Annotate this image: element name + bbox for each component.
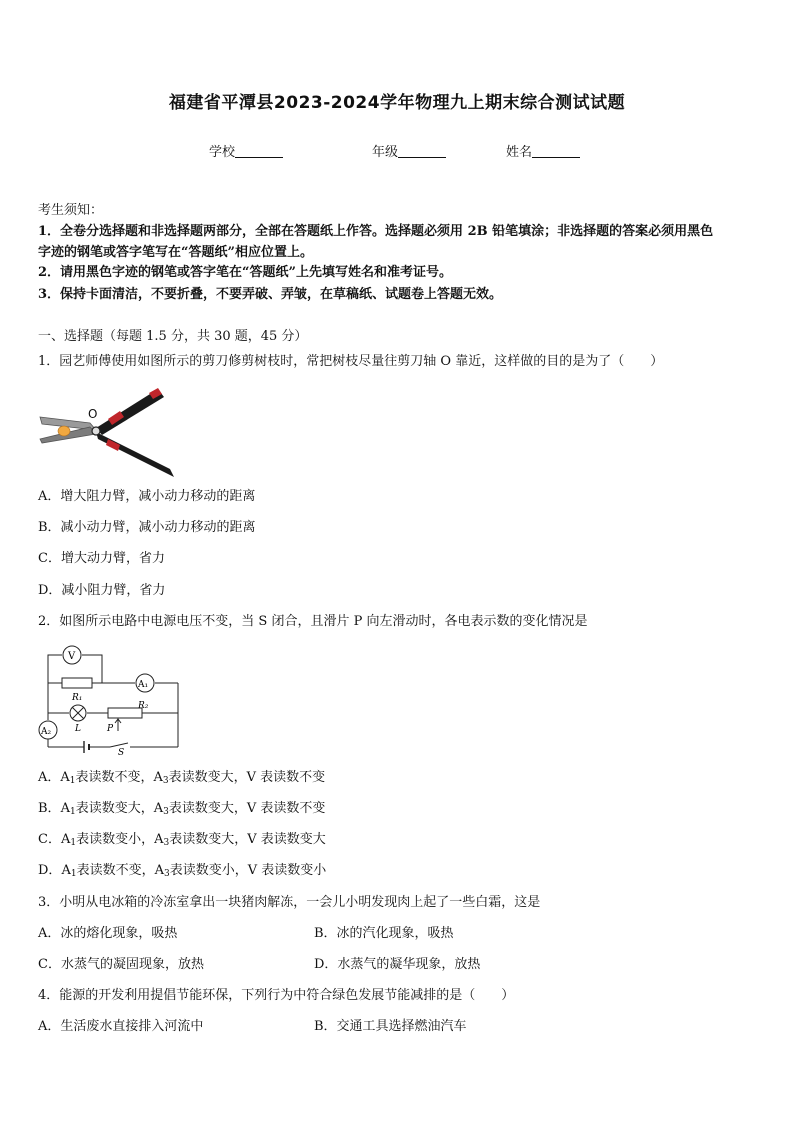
ammeter-a2-label: A₂ bbox=[41, 727, 52, 737]
name-label: 姓名 bbox=[506, 145, 533, 160]
q2-option-b[interactable] bbox=[38, 800, 325, 821]
name-field bbox=[506, 141, 580, 160]
meter-subscript: 3 bbox=[163, 869, 170, 879]
notice-item: 1．全卷分选择题和非选择题两部分，全部在答题纸上作答。选择题必须用 2B 铅笔填涂；非选择题的答案必须用黑色 bbox=[38, 224, 714, 239]
meter-subscript: 1 bbox=[70, 869, 77, 879]
q3-option-a[interactable]: A．冰的熔化现象，吸热 bbox=[38, 926, 178, 941]
branch-icon bbox=[58, 426, 70, 436]
notice-item: 字迹的钢笔或答字笔写在“答题纸”相应位置上。 bbox=[38, 245, 313, 260]
q2-option-a[interactable] bbox=[38, 769, 325, 790]
meter-subscript: 1 bbox=[70, 838, 77, 848]
q2-option-d[interactable] bbox=[38, 862, 326, 883]
meter-subscript: 1 bbox=[69, 807, 76, 817]
meter-subscript: 3 bbox=[163, 838, 170, 848]
slider-label: P bbox=[107, 724, 114, 734]
notice-item: 2．请用黑色字迹的钢笔或答字笔在“答题纸”上先填写姓名和准考证号。 bbox=[38, 265, 453, 280]
meter-name: A bbox=[154, 832, 164, 847]
meter-subscript: 3 bbox=[162, 776, 169, 786]
grade-label: 年级 bbox=[372, 145, 399, 160]
school-field bbox=[209, 141, 283, 160]
meter-name: A bbox=[60, 832, 71, 847]
q1-option-d[interactable]: D．减小阻力臂，省力 bbox=[38, 583, 166, 598]
meter-name: A bbox=[60, 801, 70, 816]
notice-heading: 考生须知： bbox=[38, 203, 104, 218]
q4-option-b[interactable]: B．交通工具选择燃油汽车 bbox=[314, 1019, 467, 1034]
option-letter: A． bbox=[38, 770, 61, 785]
ammeter-a1-label: A₁ bbox=[138, 680, 149, 690]
option-text: 表读数变大， bbox=[75, 801, 154, 816]
meter-name: A bbox=[154, 863, 164, 878]
pivot-icon bbox=[92, 427, 100, 435]
notice-item: 3．保持卡面清洁，不要折叠，不要弄破、弄皱，在草稿纸、试题卷上答题无效。 bbox=[38, 287, 503, 302]
meter-subscript: 3 bbox=[163, 807, 169, 817]
q3-option-b[interactable]: B．冰的汽化现象，吸热 bbox=[314, 926, 454, 941]
meter-subscript: 1 bbox=[69, 776, 76, 786]
circuit-figure bbox=[38, 645, 183, 757]
pivot-label-o: O bbox=[88, 407, 98, 421]
grade-blank[interactable] bbox=[398, 145, 446, 158]
switch-label: S bbox=[118, 748, 125, 757]
voltmeter-label: V bbox=[68, 651, 76, 662]
question-2-stem: 2．如图所示电路中电源电压不变，当 S 闭合，且滑片 P 向左滑动时，各电表示数的变化情况是 bbox=[38, 614, 588, 629]
option-text: 表读数不变， bbox=[76, 863, 155, 878]
question-3-stem: 3．小明从电冰箱的冷冻室拿出一块猪肉解冻，一会儿小明发现肉上起了一些白霜，这是 bbox=[38, 895, 541, 910]
option-letter: D． bbox=[38, 863, 62, 878]
option-text: 表读数不变， bbox=[75, 770, 154, 785]
scissor-handle-lower bbox=[96, 432, 174, 477]
r1-label: R₁ bbox=[72, 693, 83, 703]
option-text: 表读数变大，V 表读数不变 bbox=[168, 770, 326, 785]
question-4-stem: 4．能源的开发利用提倡节能环保，下列行为中符合绿色发展节能减排的是（ ） bbox=[38, 988, 515, 1003]
name-blank[interactable] bbox=[532, 145, 580, 158]
page-title: 福建省平潭县2023-2024学年物理九上期末综合测试试题 bbox=[168, 93, 626, 113]
grade-field bbox=[372, 141, 446, 160]
q3-option-d[interactable]: D．水蒸气的凝华现象，放热 bbox=[314, 957, 481, 972]
r2-label: R₂ bbox=[138, 701, 149, 711]
option-text: 表读数变小，V 表读数变小 bbox=[169, 863, 327, 878]
lamp-label: L bbox=[75, 724, 81, 734]
q1-option-a[interactable]: A．增大阻力臂，减小动力移动的距离 bbox=[38, 489, 256, 504]
section-heading: 一、选择题（每题 1.5 分，共 30 题，45 分） bbox=[38, 329, 308, 344]
option-letter: C． bbox=[38, 832, 61, 847]
meter-name: A bbox=[60, 770, 70, 785]
option-text: 表读数变大，V 表读数不变 bbox=[168, 801, 326, 816]
option-text: 表读数变大，V 表读数变大 bbox=[169, 832, 326, 847]
school-label: 学校 bbox=[209, 145, 236, 160]
q4-option-a[interactable]: A．生活废水直接排入河流中 bbox=[38, 1019, 204, 1034]
meter-name: A bbox=[153, 770, 163, 785]
scissors-figure bbox=[38, 383, 183, 481]
option-text: 表读数变小， bbox=[76, 832, 155, 847]
option-letter: B． bbox=[38, 801, 61, 816]
meter-name: A bbox=[153, 801, 164, 816]
q1-option-b[interactable]: B．减小动力臂，减小动力移动的距离 bbox=[38, 520, 256, 535]
school-blank[interactable] bbox=[235, 145, 283, 158]
question-1-stem: 1．园艺师傅使用如图所示的剪刀修剪树枝时，常把树枝尽量往剪刀轴 O 靠近，这样做的目的是为了（ ） bbox=[38, 354, 664, 369]
q2-option-c[interactable] bbox=[38, 831, 326, 852]
meter-name: A bbox=[61, 863, 71, 878]
q1-option-c[interactable]: C．增大动力臂，省力 bbox=[38, 551, 165, 566]
q3-option-c[interactable]: C．水蒸气的凝固现象，放热 bbox=[38, 957, 204, 972]
